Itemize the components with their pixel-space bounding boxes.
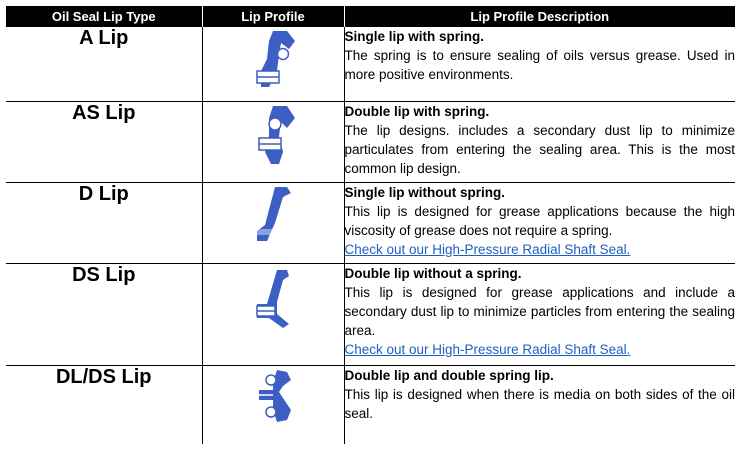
- description-title: Double lip with spring.: [344, 103, 490, 119]
- lip-profile-cell: [202, 182, 344, 263]
- lip-type-cell: DS Lip: [6, 263, 202, 365]
- description-title: Single lip with spring.: [344, 29, 485, 44]
- single-lip-no-spring-profile-icon: [245, 183, 301, 247]
- lip-description-cell: [344, 365, 735, 444]
- lip-profile-cell: [202, 27, 344, 101]
- lip-type-cell: DL/DS Lip: [6, 365, 202, 444]
- description-body: The lip designs. includes a secondary dust lip to minimize particulates from entering the sealing area. This is the most common lip design.: [344, 122, 735, 176]
- lip-type-cell: D Lip: [6, 182, 202, 263]
- double-lip-spring-profile-icon: [243, 102, 303, 168]
- high-pressure-seal-link[interactable]: Check out our High-Pressure Radial Shaft Seal.: [344, 241, 631, 257]
- description-body: This lip is designed for grease applications because the high viscosity of grease does not require a spring.: [344, 203, 735, 238]
- table-row: [6, 365, 735, 444]
- description-title: Single lip without spring.: [344, 184, 505, 200]
- table-row: [6, 263, 735, 365]
- lip-type-cell: A Lip: [6, 27, 202, 101]
- description-body: This lip is designed for grease applications and include a secondary dust lip to minimize particles from entering the sealing area.: [344, 284, 735, 338]
- lip-profile-cell: [202, 101, 344, 182]
- header-lip-type: Oil Seal Lip Type: [6, 6, 202, 27]
- description-title: Double lip and double spring lip.: [344, 367, 554, 383]
- description-body: This lip is designed when there is media on both sides of the oil seal.: [344, 386, 735, 421]
- header-lip-profile: Lip Profile: [202, 6, 344, 27]
- lip-description-cell: [344, 101, 735, 182]
- lip-description-cell: [344, 263, 735, 365]
- oil-seal-lip-table: [6, 6, 735, 444]
- description-body: The spring is to ensure sealing of oils versus grease. Used in more positive environments.: [344, 48, 735, 82]
- single-lip-spring-profile-icon: [243, 27, 303, 91]
- double-lip-double-spring-profile-icon: [243, 366, 303, 426]
- description-title: Double lip without a spring.: [344, 265, 522, 281]
- lip-type-cell: AS Lip: [6, 101, 202, 182]
- lip-description-cell: [344, 182, 735, 263]
- lip-profile-cell: [202, 365, 344, 444]
- high-pressure-seal-link[interactable]: Check out our High-Pressure Radial Shaft Seal.: [344, 341, 631, 357]
- double-lip-no-spring-profile-icon: [243, 264, 303, 330]
- table-row: [6, 182, 735, 263]
- lip-description-cell: [344, 27, 735, 101]
- table-row: [6, 101, 735, 182]
- table-header-row: [6, 6, 735, 27]
- lip-profile-cell: [202, 263, 344, 365]
- header-lip-description: Lip Profile Description: [344, 6, 735, 27]
- table-row: [6, 27, 735, 101]
